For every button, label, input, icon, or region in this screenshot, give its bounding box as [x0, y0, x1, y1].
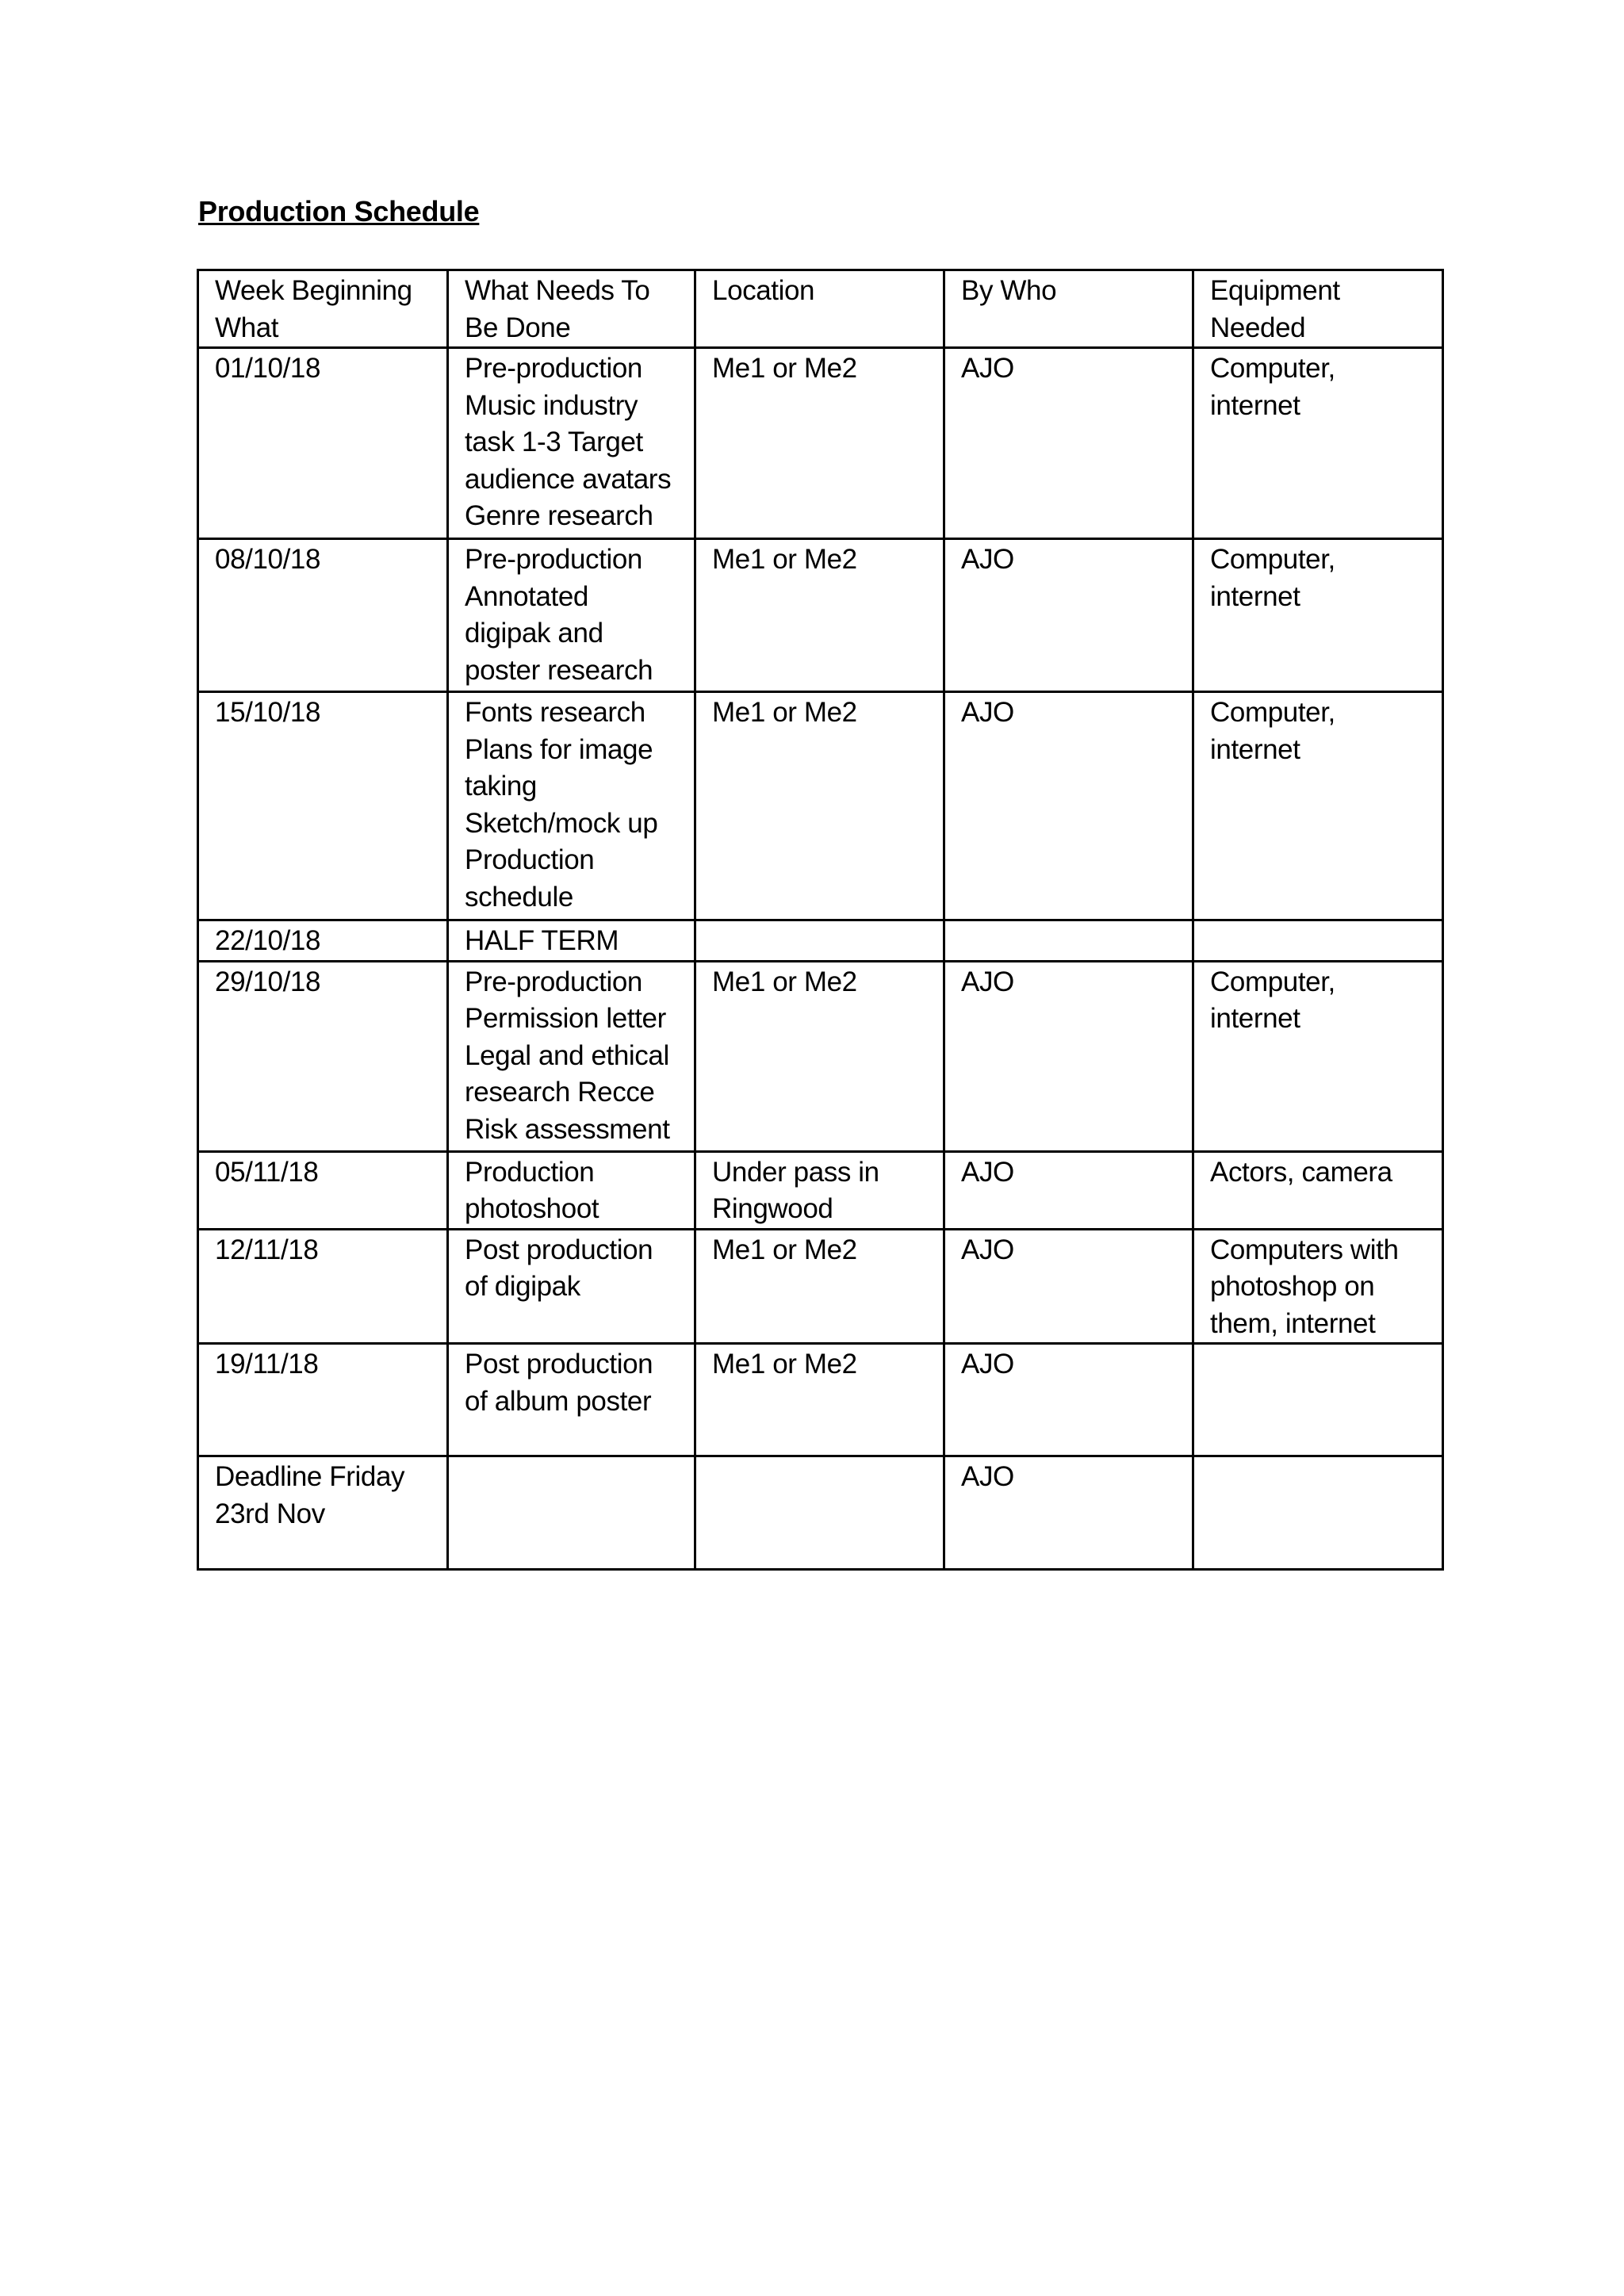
cell-text-line: task 1-3 Target — [465, 427, 643, 457]
cell-equipment-needed — [1193, 1344, 1443, 1456]
cell-text-line: Music industry — [465, 389, 638, 421]
cell-by-who — [944, 961, 1193, 1151]
header-cell-location — [695, 270, 944, 348]
cell-text-line: them, internet — [1210, 1307, 1376, 1339]
cell-text-line: research Recce — [465, 1077, 655, 1108]
cell-by-who — [944, 539, 1193, 692]
cell-equipment-needed — [1193, 539, 1443, 692]
cell-location — [695, 348, 944, 539]
cell-text-line: Needed — [1210, 312, 1306, 343]
cell-text-line: 23rd Nov — [215, 1498, 325, 1529]
cell-text-line: Plans for image — [465, 733, 653, 765]
cell-text-line: Location — [712, 275, 815, 306]
cell-text-line: Me1 or Me2 — [712, 1349, 857, 1380]
cell-what-needs-to-be-done — [448, 961, 695, 1151]
cell-text-line: Me1 or Me2 — [712, 1234, 857, 1265]
header-cell-by-who — [944, 270, 1193, 348]
cell-location — [695, 1229, 944, 1344]
cell-text-line: internet — [1210, 580, 1300, 612]
cell-text-line: of digipak — [465, 1271, 580, 1302]
cell-text-line: 22/10/18 — [215, 925, 321, 956]
header-cell-equipment-needed — [1193, 270, 1443, 348]
cell-text-line: of album poster — [465, 1385, 652, 1417]
table-row — [198, 920, 1443, 962]
cell-text-line: digipak and — [465, 618, 603, 649]
cell-equipment-needed — [1193, 692, 1443, 920]
cell-text-line: photoshop on — [1210, 1271, 1375, 1302]
cell-text-line: Equipment — [1210, 275, 1340, 306]
page-title: Production Schedule — [198, 195, 480, 228]
cell-by-who — [944, 1151, 1193, 1229]
cell-what-needs-to-be-done — [448, 348, 695, 539]
cell-text-line: AJO — [961, 966, 1014, 997]
production-schedule-table — [197, 269, 1444, 1571]
cell-what-needs-to-be-done — [448, 692, 695, 920]
cell-text-line: Computer, — [1210, 966, 1335, 997]
cell-text-line: Computer, — [1210, 697, 1335, 728]
cell-text-line: Pre-production — [465, 353, 642, 384]
table-row — [198, 961, 1443, 1151]
cell-text-line: AJO — [961, 1349, 1014, 1380]
cell-location — [695, 1151, 944, 1229]
cell-location — [695, 539, 944, 692]
cell-text-line: taking — [465, 771, 537, 802]
cell-by-who — [944, 348, 1193, 539]
cell-text-line: Me1 or Me2 — [712, 544, 857, 575]
cell-week-beginning — [198, 920, 448, 962]
cell-text-line: Me1 or Me2 — [712, 697, 857, 728]
cell-text-line: AJO — [961, 1156, 1014, 1188]
cell-week-beginning — [198, 348, 448, 539]
cell-text-line: internet — [1210, 733, 1300, 765]
cell-text-line: poster research — [465, 654, 653, 686]
cell-text-line: Permission letter — [465, 1003, 666, 1034]
cell-week-beginning — [198, 539, 448, 692]
cell-location — [695, 961, 944, 1151]
cell-text-line: AJO — [961, 1234, 1014, 1265]
cell-what-needs-to-be-done — [448, 1151, 695, 1229]
cell-text-line: 15/10/18 — [215, 697, 321, 728]
cell-text-line: 01/10/18 — [215, 353, 321, 384]
cell-what-needs-to-be-done — [448, 1344, 695, 1456]
cell-what-needs-to-be-done — [448, 1456, 695, 1570]
cell-week-beginning — [198, 1229, 448, 1344]
cell-by-who — [944, 1344, 1193, 1456]
cell-location — [695, 1456, 944, 1570]
cell-by-who — [944, 692, 1193, 920]
table-row — [198, 539, 1443, 692]
cell-text-line: Under pass in — [712, 1156, 879, 1188]
cell-text-line: Annotated — [465, 580, 588, 612]
cell-what-needs-to-be-done — [448, 539, 695, 692]
table-row — [198, 1151, 1443, 1229]
cell-week-beginning — [198, 961, 448, 1151]
cell-location — [695, 920, 944, 962]
cell-text-line: Computer, — [1210, 353, 1335, 384]
cell-week-beginning — [198, 1456, 448, 1570]
cell-week-beginning — [198, 1344, 448, 1456]
cell-text-line: photoshoot — [465, 1193, 599, 1224]
cell-text-line: Week Beginning — [215, 275, 412, 306]
cell-text-line: Me1 or Me2 — [712, 353, 857, 384]
cell-text-line: By Who — [961, 275, 1057, 306]
cell-text-line: Computer, — [1210, 544, 1335, 575]
cell-text-line: AJO — [961, 697, 1014, 728]
cell-week-beginning — [198, 1151, 448, 1229]
cell-text-line: internet — [1210, 389, 1300, 421]
cell-text-line: Production — [465, 844, 595, 875]
cell-text-line: Fonts research — [465, 697, 645, 728]
cell-text-line: AJO — [961, 544, 1014, 575]
table-row — [198, 1344, 1443, 1456]
cell-text-line: What Needs To — [465, 275, 650, 306]
cell-by-who — [944, 920, 1193, 962]
cell-equipment-needed — [1193, 348, 1443, 539]
cell-text-line: Genre research — [465, 500, 653, 531]
cell-location — [695, 1344, 944, 1456]
table-row — [198, 1456, 1443, 1570]
table-row — [198, 692, 1443, 920]
cell-text-line: Post production — [465, 1349, 653, 1380]
cell-text-line: 29/10/18 — [215, 966, 321, 997]
cell-text-line: HALF TERM — [465, 925, 619, 956]
cell-by-who — [944, 1229, 1193, 1344]
cell-text-line: Risk assessment — [465, 1113, 670, 1145]
cell-text-line: Deadline Friday — [215, 1461, 405, 1492]
cell-equipment-needed — [1193, 1151, 1443, 1229]
header-cell-week-beginning — [198, 270, 448, 348]
cell-equipment-needed — [1193, 961, 1443, 1151]
cell-text-line: What — [215, 312, 279, 343]
cell-text-line: Me1 or Me2 — [712, 966, 857, 997]
cell-what-needs-to-be-done — [448, 1229, 695, 1344]
table-header-row — [198, 270, 1443, 348]
cell-text-line: Actors, camera — [1210, 1156, 1392, 1188]
cell-text-line: Pre-production — [465, 544, 642, 575]
cell-by-who — [944, 1456, 1193, 1570]
header-cell-what-needs-to-be-done — [448, 270, 695, 348]
cell-text-line: schedule — [465, 881, 573, 913]
cell-week-beginning — [198, 692, 448, 920]
cell-text-line: Ringwood — [712, 1193, 833, 1224]
cell-text-line: AJO — [961, 353, 1014, 384]
cell-text-line: Sketch/mock up — [465, 807, 658, 839]
cell-equipment-needed — [1193, 920, 1443, 962]
cell-text-line: Post production — [465, 1234, 653, 1265]
cell-text-line: AJO — [961, 1461, 1014, 1492]
cell-text-line: Computers with — [1210, 1234, 1399, 1265]
cell-what-needs-to-be-done — [448, 920, 695, 962]
cell-equipment-needed — [1193, 1229, 1443, 1344]
cell-equipment-needed — [1193, 1456, 1443, 1570]
table-row — [198, 348, 1443, 539]
cell-location — [695, 692, 944, 920]
cell-text-line: 08/10/18 — [215, 544, 321, 575]
table-row — [198, 1229, 1443, 1344]
cell-text-line: Be Done — [465, 312, 571, 343]
cell-text-line: Pre-production — [465, 966, 642, 997]
cell-text-line: Production — [465, 1156, 595, 1188]
cell-text-line: Legal and ethical — [465, 1039, 669, 1071]
cell-text-line: 05/11/18 — [215, 1156, 319, 1188]
cell-text-line: 19/11/18 — [215, 1349, 319, 1380]
cell-text-line: internet — [1210, 1003, 1300, 1034]
cell-text-line: 12/11/18 — [215, 1234, 319, 1265]
cell-text-line: audience avatars — [465, 463, 672, 495]
